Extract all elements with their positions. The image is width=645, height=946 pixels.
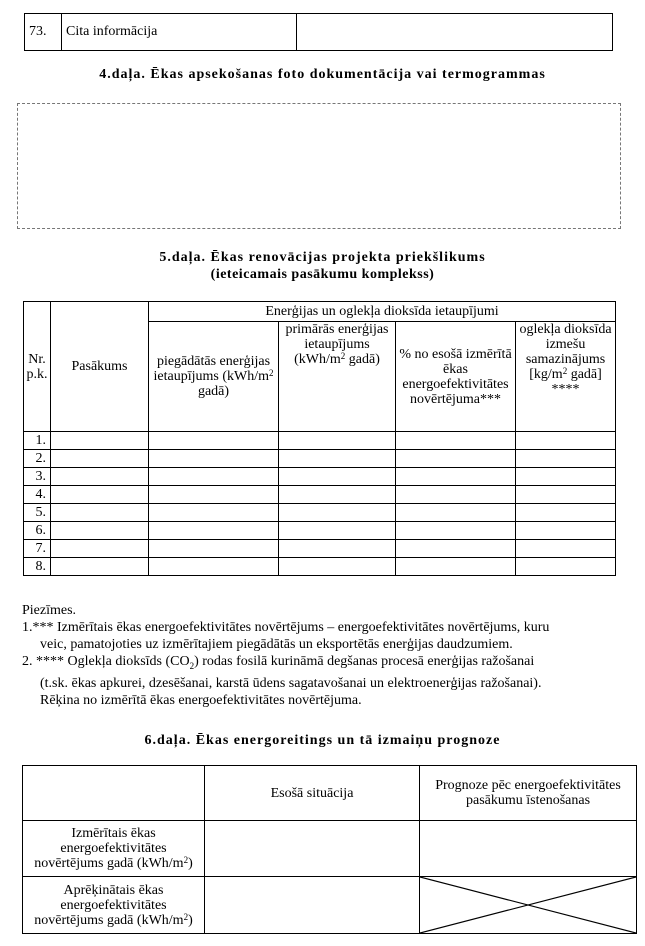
table-cell[interactable] bbox=[396, 558, 516, 576]
table-cell[interactable] bbox=[396, 486, 516, 504]
table-cell[interactable] bbox=[516, 486, 616, 504]
row-number: 8. bbox=[24, 558, 51, 576]
table-row bbox=[24, 504, 616, 522]
note1-line1: 1.*** Izmērītais ēkas energoefektivitātes novērtējums – energoefektivitātes novērtējums, kuru bbox=[22, 620, 550, 635]
note2-line1: 2. **** Oglekļa dioksīds $(CO_2)$ rodas fosilā kurināmā degšanas procesā enerģijas ražošanai bbox=[22, 654, 535, 671]
row-number: 2. bbox=[24, 450, 51, 468]
header-delivered-energy: piegādātās enerģijas ietaupījums ($kWh/m^2$ gadā) bbox=[149, 322, 279, 432]
part4-title: 4.daļa. Ēkas apsekošanas foto dokumentācija vai termogrammas bbox=[99, 67, 546, 82]
table-cell[interactable] bbox=[51, 558, 149, 576]
table-cell[interactable] bbox=[396, 450, 516, 468]
table-cell[interactable] bbox=[396, 540, 516, 558]
notes bbox=[22, 602, 622, 709]
table-cell[interactable] bbox=[149, 522, 279, 540]
table-cell[interactable] bbox=[396, 468, 516, 486]
table-cell[interactable] bbox=[149, 504, 279, 522]
measures-table bbox=[23, 301, 616, 576]
table-cell[interactable] bbox=[279, 486, 396, 504]
table-cell[interactable] bbox=[51, 432, 149, 450]
row-number: 3. bbox=[24, 468, 51, 486]
table-cell[interactable] bbox=[279, 450, 396, 468]
table-row bbox=[24, 486, 616, 504]
table-cell[interactable] bbox=[51, 540, 149, 558]
table-row bbox=[24, 540, 616, 558]
table-row bbox=[24, 450, 616, 468]
table-row bbox=[24, 432, 616, 450]
part5-subtitle: (ieteicamais pasākumu komplekss) bbox=[210, 267, 435, 282]
row-value-cell[interactable] bbox=[297, 14, 613, 51]
note1-line2: veic, pamatojoties uz izmērītajiem piegādātās un eksportētās enerģijas daudzumiem. bbox=[40, 637, 513, 652]
note2-line2: (t.sk. ēkas apkurei, dzesēšanai, karstā ūdens sagatavošanai un elektroenerģijas ražošanai). bbox=[40, 675, 542, 691]
table-cell[interactable] bbox=[396, 504, 516, 522]
header-savings-group: Enerģijas un oglekļa dioksīda ietaupījumi bbox=[149, 302, 616, 322]
table-cell[interactable] bbox=[516, 540, 616, 558]
table-cell[interactable] bbox=[516, 468, 616, 486]
header-percent: % no esošā izmērītā ēkas energoefektivitātes novērtējuma*** bbox=[396, 322, 516, 432]
other-info-table bbox=[24, 13, 613, 51]
row-number: 6. bbox=[24, 522, 51, 540]
row-number: 5. bbox=[24, 504, 51, 522]
part5-title: 5.daļa. Ēkas renovācijas projekta priekšlikums bbox=[159, 250, 486, 265]
table-cell[interactable] bbox=[279, 432, 396, 450]
table-cell[interactable] bbox=[516, 432, 616, 450]
table-cell[interactable] bbox=[396, 522, 516, 540]
header-primary-energy: primārās enerģijas ietaupījums ($kWh/m^2$ gadā) bbox=[279, 322, 396, 432]
table-cell[interactable] bbox=[51, 450, 149, 468]
table-cell[interactable] bbox=[279, 558, 396, 576]
table-cell[interactable] bbox=[279, 522, 396, 540]
row-label: Cita informācija bbox=[62, 14, 297, 51]
part6-title: 6.daļa. Ēkas energoreitings un tā izmaiņu prognoze bbox=[144, 733, 501, 748]
table-cell[interactable] bbox=[279, 540, 396, 558]
calculated-forecast-crossed-cell bbox=[420, 877, 637, 934]
row-number: 73. bbox=[25, 14, 62, 51]
table-cell[interactable] bbox=[149, 450, 279, 468]
table-cell[interactable] bbox=[516, 558, 616, 576]
row-calculated-label: Aprēķinātais ēkas energoefektivitātes novērtējums gadā $(kWh/m^2)$ bbox=[23, 877, 205, 934]
table-cell[interactable] bbox=[149, 558, 279, 576]
table-cell[interactable] bbox=[279, 504, 396, 522]
empty-header-cell bbox=[23, 766, 205, 821]
table-cell[interactable] bbox=[149, 486, 279, 504]
table-row bbox=[24, 468, 616, 486]
table-cell[interactable] bbox=[149, 468, 279, 486]
note2-line3: Rēķina no izmērītā ēkas energoefektivitātes novērtējuma. bbox=[40, 692, 362, 708]
table-cell[interactable] bbox=[516, 450, 616, 468]
cross-out-mark bbox=[420, 877, 636, 933]
table-cell[interactable] bbox=[396, 432, 516, 450]
table-cell[interactable] bbox=[51, 468, 149, 486]
table-row bbox=[24, 558, 616, 576]
header-measure: Pasākums bbox=[51, 302, 149, 432]
header-nr: Nr. p.k. bbox=[24, 302, 51, 432]
header-forecast: Prognoze pēc energoefektivitātes pasākumu īstenošanas bbox=[420, 766, 637, 821]
notes-heading: Piezīmes. bbox=[22, 603, 77, 618]
table-cell[interactable] bbox=[516, 522, 616, 540]
table-cell[interactable] bbox=[149, 432, 279, 450]
calculated-current-cell[interactable] bbox=[205, 877, 420, 934]
energy-rating-table bbox=[22, 765, 637, 934]
table-cell[interactable] bbox=[51, 522, 149, 540]
row-number: 4. bbox=[24, 486, 51, 504]
row-measured-label: Izmērītais ēkas energoefektivitātes novērtējums gadā $(kWh/m^2)$ bbox=[23, 821, 205, 877]
row-number: 1. bbox=[24, 432, 51, 450]
measured-forecast-cell[interactable] bbox=[420, 821, 637, 877]
header-current-situation: Esošā situācija bbox=[205, 766, 420, 821]
measured-current-cell[interactable] bbox=[205, 821, 420, 877]
table-cell[interactable] bbox=[149, 540, 279, 558]
photo-documentation-area[interactable] bbox=[17, 103, 621, 229]
table-cell[interactable] bbox=[51, 486, 149, 504]
table-cell[interactable] bbox=[516, 504, 616, 522]
header-co2: oglekļa dioksīda izmešu samazinājums [$kg/m^2$ gadā] **** bbox=[516, 322, 616, 432]
row-number: 7. bbox=[24, 540, 51, 558]
table-cell[interactable] bbox=[51, 504, 149, 522]
table-row bbox=[24, 522, 616, 540]
table-cell[interactable] bbox=[279, 468, 396, 486]
